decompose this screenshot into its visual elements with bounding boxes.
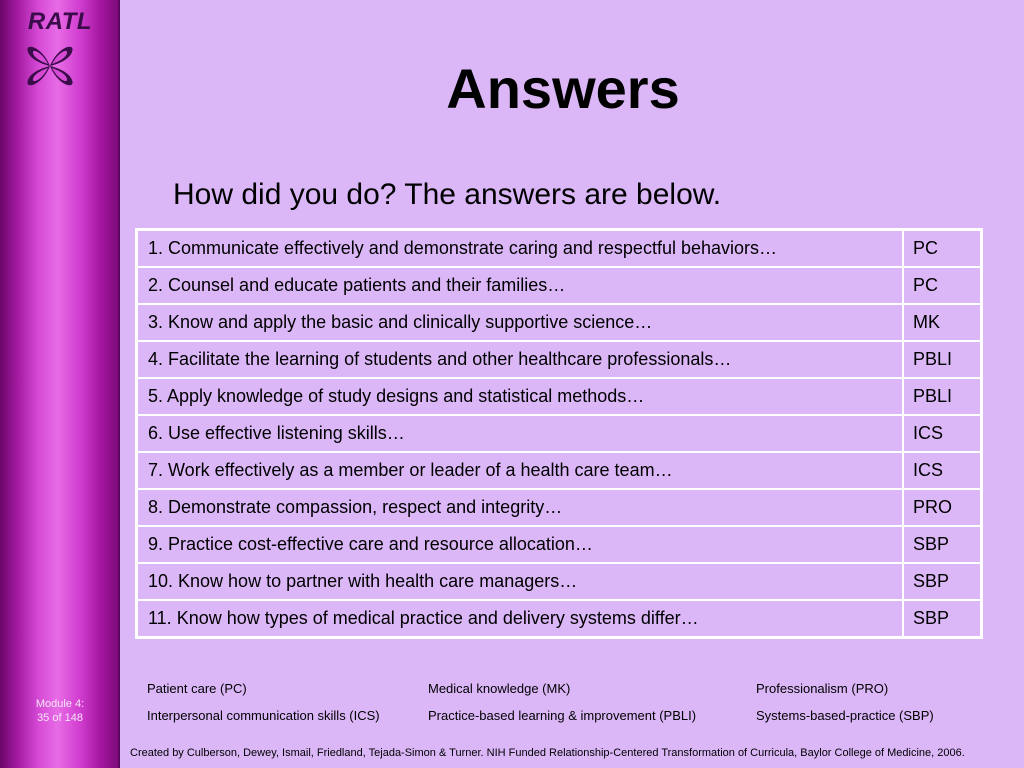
slide-subtitle: How did you do? The answers are below.: [173, 178, 722, 211]
answer-code: PC: [903, 267, 982, 304]
table-row: [137, 304, 982, 341]
table-row: [137, 267, 982, 304]
table-row: [137, 341, 982, 378]
answer-code: SBP: [903, 563, 982, 600]
legend-pbli: Practice-based learning & improvement (PBLI): [428, 708, 697, 723]
answer-code: MK: [903, 304, 982, 341]
answer-code: ICS: [903, 415, 982, 452]
answer-statement: 5. Apply knowledge of study designs and statistical methods…: [137, 378, 904, 415]
table-row: [137, 378, 982, 415]
table-row: [137, 452, 982, 489]
answer-statement: 2. Counsel and educate patients and their families…: [137, 267, 904, 304]
legend-pc: Patient care (PC): [147, 681, 247, 696]
table-row: [137, 563, 982, 600]
answer-code: PBLI: [903, 378, 982, 415]
legend-pro: Professionalism (PRO): [756, 681, 889, 696]
sidebar: [0, 0, 120, 768]
table-row: [137, 230, 982, 268]
legend-ics: Interpersonal communication skills (ICS): [147, 708, 380, 723]
table-row: [137, 600, 982, 638]
slide-title: Answers: [446, 57, 680, 120]
answer-statement: 6. Use effective listening skills…: [137, 415, 904, 452]
legend-sbp: Systems-based-practice (SBP): [756, 708, 934, 723]
answer-code: PBLI: [903, 341, 982, 378]
answers-table: [135, 228, 983, 639]
slide-counter: 35 of 148: [37, 712, 83, 724]
answer-code: SBP: [903, 526, 982, 563]
answer-code: ICS: [903, 452, 982, 489]
brand-logo-text: RATL: [27, 8, 93, 35]
answer-statement: 8. Demonstrate compassion, respect and integrity…: [137, 489, 904, 526]
table-row: [137, 415, 982, 452]
answer-statement: 9. Practice cost-effective care and resource allocation…: [137, 526, 904, 563]
answer-statement: 7. Work effectively as a member or leader of a health care team…: [137, 452, 904, 489]
answer-statement: 11. Know how types of medical practice and delivery systems differ…: [137, 600, 904, 638]
answer-statement: 10. Know how to partner with health care managers…: [137, 563, 904, 600]
module-label: Module 4:: [35, 698, 85, 710]
table-row: [137, 526, 982, 563]
butterfly-icon: [22, 38, 78, 94]
table-row: [137, 489, 982, 526]
answer-statement: 3. Know and apply the basic and clinically supportive science…: [137, 304, 904, 341]
legend-mk: Medical knowledge (MK): [428, 681, 571, 696]
answer-code: SBP: [903, 600, 982, 638]
module-indicator: [0, 697, 120, 725]
answer-code: PC: [903, 230, 982, 268]
answer-statement: 1. Communicate effectively and demonstrate caring and respectful behaviors…: [137, 230, 904, 268]
answer-code: PRO: [903, 489, 982, 526]
footer-credits: Created by Culberson, Dewey, Ismail, Friedland, Tejada-Simon & Turner. NIH Funded Relationship-Centered Transformation of Curricula, Baylor College of Medicine, 2006.: [130, 747, 965, 759]
answer-statement: 4. Facilitate the learning of students and other healthcare professionals…: [137, 341, 904, 378]
